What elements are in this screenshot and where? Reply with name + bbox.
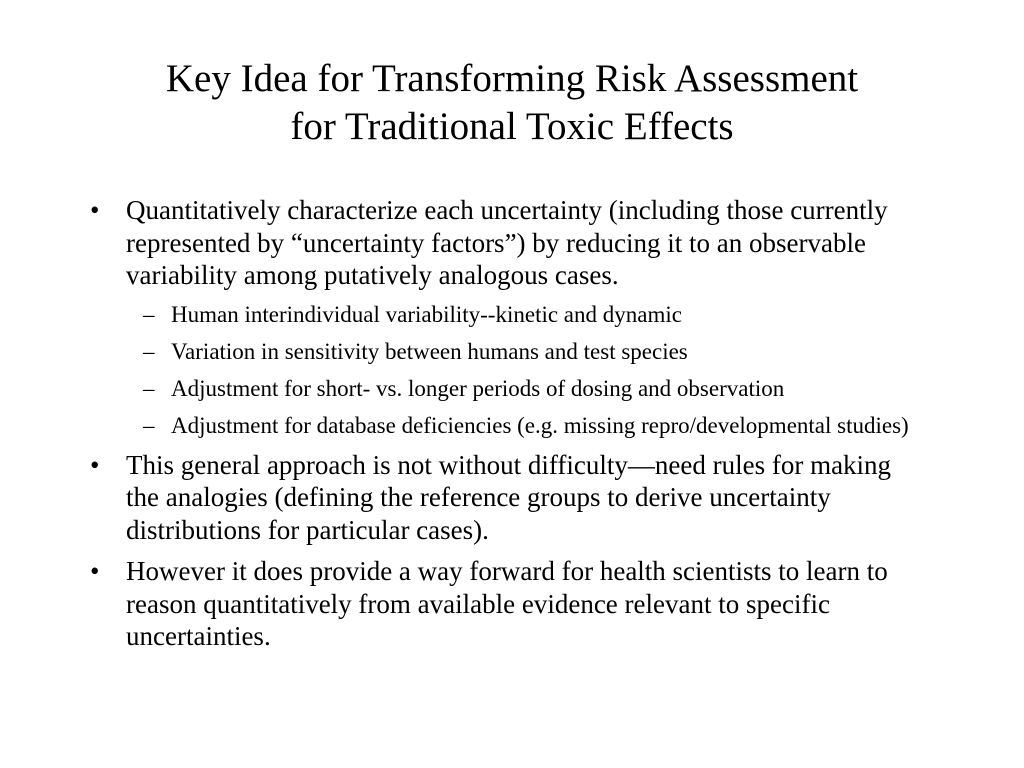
- bullet-item: [90, 194, 926, 292]
- sub-bullet-item: [143, 412, 941, 439]
- bullet-item: [90, 555, 926, 653]
- bullet-item: [90, 449, 926, 547]
- sub-bullet-marker: –: [143, 412, 155, 438]
- bullet-list: [0, 194, 1024, 662]
- sub-bullet-marker: –: [143, 301, 155, 327]
- slide-title: [60, 55, 964, 151]
- sub-bullet-text: Adjustment for short- vs. longer periods of dosing and observation: [171, 375, 785, 401]
- sub-bullet-item: [143, 375, 941, 402]
- sub-bullet-text: Human interindividual variability--kinetic and dynamic: [171, 301, 682, 327]
- slide-title-line-1: Key Idea for Transforming Risk Assessment: [165, 57, 859, 100]
- sub-bullet-item: [143, 301, 941, 328]
- sub-bullet-marker: –: [143, 375, 155, 401]
- bullet-marker: •: [90, 449, 100, 480]
- bullet-text: However it does provide a way forward for health scientists to learn to reason quantitatively from available evidence relevant to specific uncertainties.: [126, 556, 888, 651]
- slide-title-line-2: for Traditional Toxic Effects: [290, 105, 734, 148]
- sub-bullet-item: [143, 338, 941, 365]
- sub-bullet-marker: –: [143, 338, 155, 364]
- sub-bullet-text: Variation in sensitivity between humans and test species: [171, 338, 688, 364]
- bullet-text: This general approach is not without difficulty—need rules for making the analogies (defining the reference groups to derive uncertainty distributions for particular cases).: [126, 449, 892, 545]
- sub-bullet-list: [0, 301, 1024, 439]
- bullet-marker: •: [90, 556, 100, 586]
- bullet-marker: •: [90, 195, 100, 225]
- bullet-text: Quantitatively characterize each uncertainty (including those currently represented by “uncertainty factors”) by reducing it to an observable variability among putatively analogous cases.: [126, 195, 888, 290]
- sub-bullet-text: Adjustment for database deficiencies (e.g. missing repro/developmental studies): [171, 412, 909, 438]
